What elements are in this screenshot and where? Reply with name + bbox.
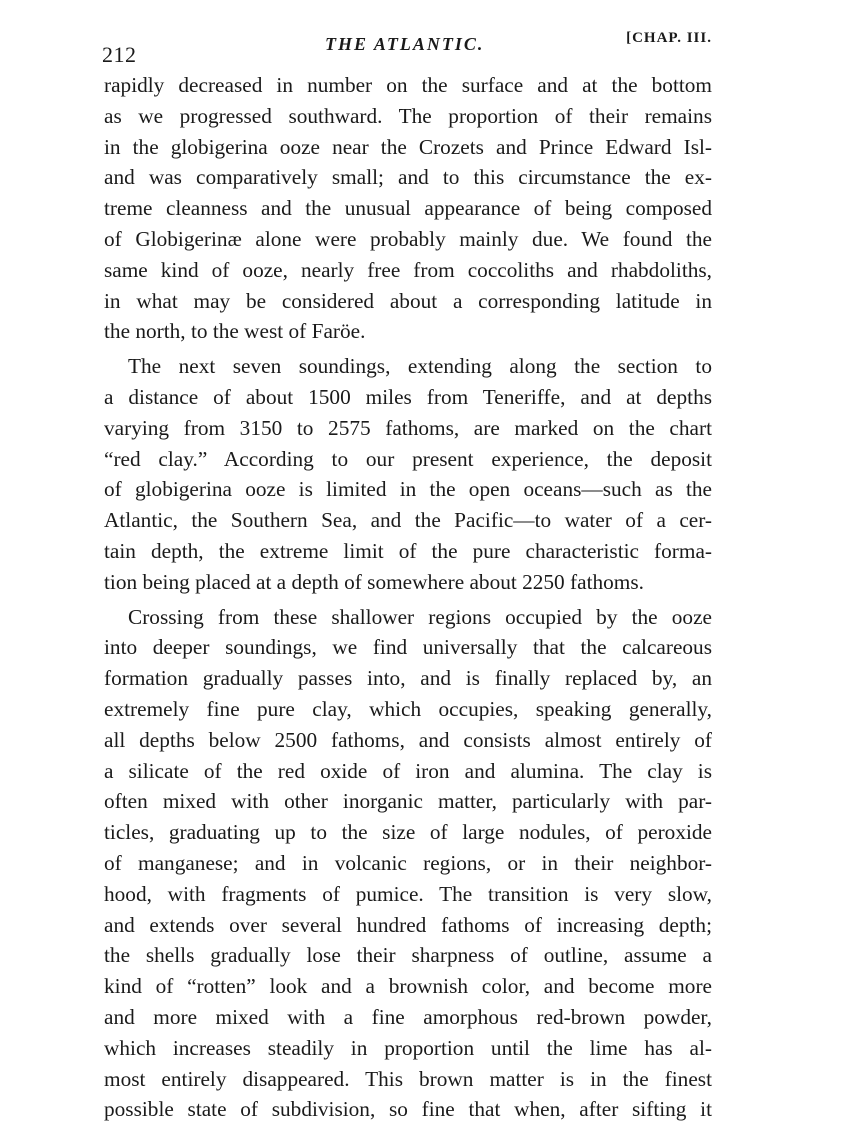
text-line: ticles, graduating up to the size of large nodules, of peroxide — [104, 820, 712, 845]
text-line: The next seven soundings, extending along the section to — [128, 354, 712, 379]
text-line: most entirely disappeared. This brown matter is in the finest — [104, 1066, 712, 1091]
chapter-reference: [CHAP. III. — [626, 30, 712, 46]
text-line: tain depth, the extreme limit of the pure characteristic forma- — [104, 538, 712, 563]
text-line: as we progressed southward. The proportion of their remains — [104, 103, 712, 128]
paragraph — [104, 602, 712, 1126]
running-title: THE ATLANTIC. — [325, 34, 485, 54]
text-line: “red clay.” According to our present experience, the deposit — [104, 446, 712, 471]
text-line: possible state of subdivision, so fine that when, after sifting it — [104, 1097, 712, 1122]
text-line: varying from 3150 to 2575 fathoms, are marked on the chart — [104, 415, 712, 440]
text-line: a silicate of the red oxide of iron and alumina. The clay is — [104, 758, 712, 783]
paragraph — [104, 351, 712, 597]
text-line: same kind of ooze, nearly free from coccoliths and rhabdoliths, — [104, 257, 712, 282]
text-line: Crossing from these shallower regions occupied by the ooze — [128, 604, 712, 629]
text-line: often mixed with other inorganic matter, particularly with par- — [104, 789, 712, 814]
text-line: and was comparatively small; and to this circumstance the ex- — [104, 165, 712, 190]
text-line: which increases steadily in proportion until the lime has al- — [104, 1035, 712, 1060]
body-text — [104, 70, 712, 1125]
text-line: and more mixed with a fine amorphous red-brown powder, — [104, 1004, 712, 1029]
text-line: all depths below 2500 fathoms, and consists almost entirely of — [104, 727, 712, 752]
text-line: the north, to the west of Faröe. — [104, 319, 366, 344]
text-line: in the globigerina ooze near the Crozets and Prince Edward Isl- — [104, 134, 712, 159]
text-line: kind of “rotten” look and a brownish color, and become more — [104, 974, 712, 999]
text-line: of Globigerinæ alone were probably mainly due. We found the — [104, 226, 712, 251]
text-line: and extends over several hundred fathoms of increasing depth; — [104, 912, 712, 937]
text-line: hood, with fragments of pumice. The transition is very slow, — [104, 881, 712, 906]
text-line: formation gradually passes into, and is finally replaced by, an — [104, 666, 712, 691]
paragraph — [104, 70, 712, 347]
text-line: treme cleanness and the unusual appearance of being composed — [104, 196, 712, 221]
text-line: of globigerina ooze is limited in the open oceans—such as the — [104, 477, 712, 502]
text-line: in what may be considered about a corresponding latitude in — [104, 288, 712, 313]
text-line: a distance of about 1500 miles from Teneriffe, and at depths — [104, 384, 712, 409]
text-line: the shells gradually lose their sharpness of outline, assume a — [104, 943, 712, 968]
page-number: 212 — [102, 42, 137, 67]
text-line: tion being placed at a depth of somewhere about 2250 fathoms. — [104, 569, 644, 594]
text-line: rapidly decreased in number on the surface and at the bottom — [104, 73, 712, 97]
text-line: Atlantic, the Southern Sea, and the Pacific—to water of a cer- — [104, 508, 712, 533]
text-line: into deeper soundings, we find universally that the calcareous — [104, 635, 712, 660]
page-header — [100, 30, 712, 70]
text-line: extremely fine pure clay, which occupies, speaking generally, — [104, 696, 712, 721]
text-line: of manganese; and in volcanic regions, or in their neighbor- — [104, 850, 712, 875]
